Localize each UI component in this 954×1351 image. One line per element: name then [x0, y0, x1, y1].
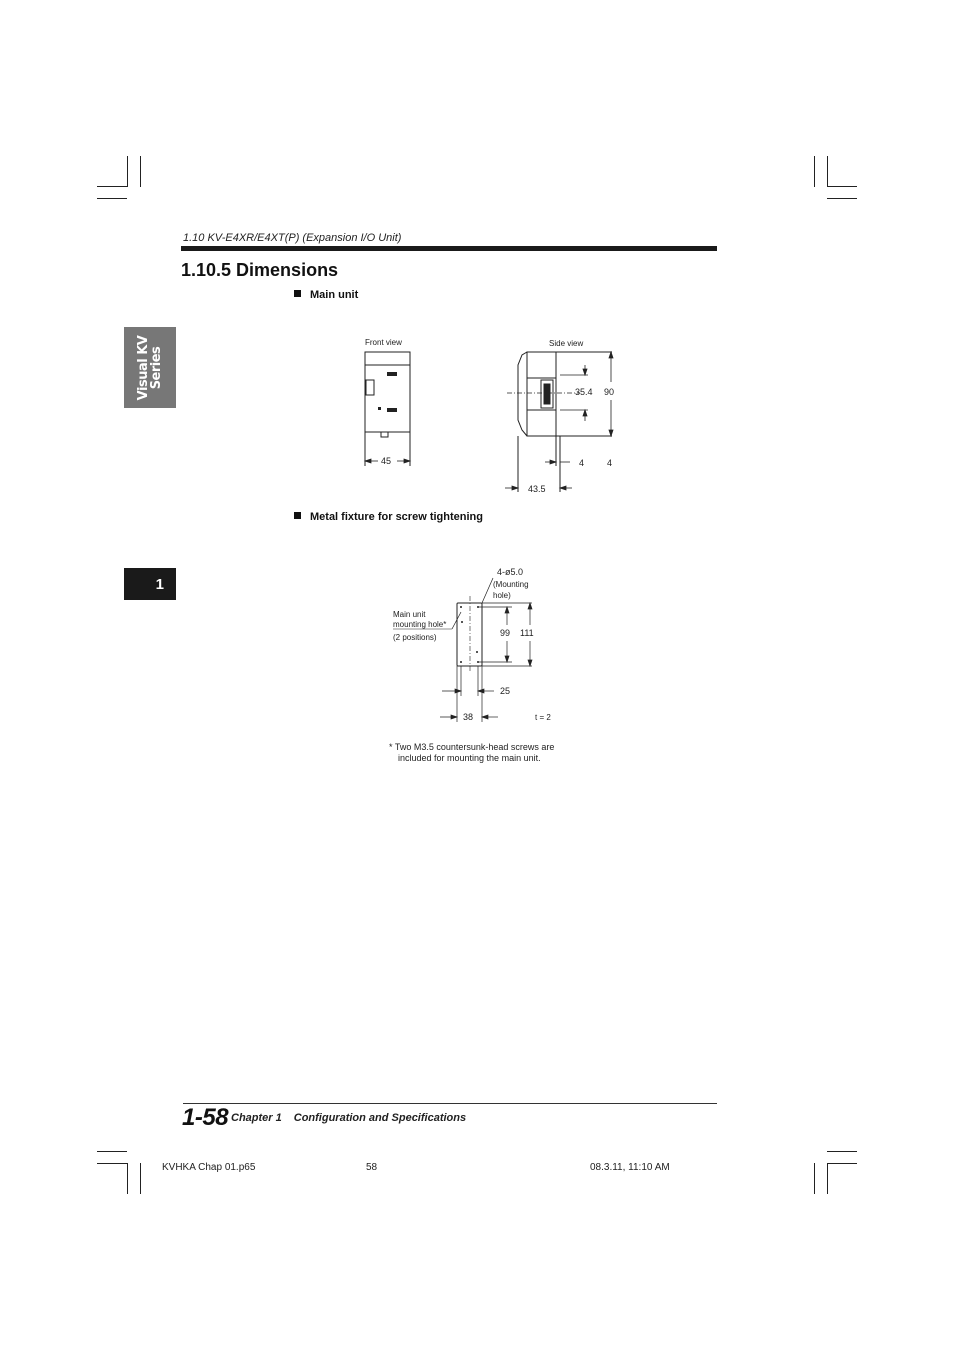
dim-43-5: 43.5 [528, 484, 546, 494]
side-view-label: Side view [549, 339, 584, 348]
hole-note-line1: (Mounting [493, 580, 529, 589]
dim-4a: 4 [579, 458, 585, 468]
page-number: 1-58 [182, 1104, 229, 1131]
dim-38: 38 [463, 712, 474, 722]
fixture-holes [460, 606, 479, 663]
metal-fixture-heading: Metal fixture for screw tightening [294, 511, 483, 523]
header-rule [181, 246, 717, 251]
thickness: t = 2 [535, 713, 551, 722]
front-view-leds [378, 372, 397, 412]
series-side-tab [124, 327, 176, 408]
dim-45: 45 [381, 456, 392, 466]
main-unit-drawing [350, 330, 640, 500]
hole-note-line2: hole) [493, 591, 511, 600]
slug-timestamp: 08.3.11, 11:10 AM [590, 1162, 670, 1173]
running-header: 1.10 KV-E4XR/E4XT(P) (Expansion I/O Unit) [183, 232, 402, 244]
front-view-label: Front view [365, 338, 402, 347]
dim-4-arrows [545, 460, 570, 464]
hole-spec: 4-ø5.0 [497, 567, 524, 577]
main-unit-hole-line2: mounting hole* [393, 620, 447, 629]
fixture-dim-lines [440, 603, 532, 722]
dim-111: 111 [520, 628, 534, 638]
metal-fixture-drawing [385, 560, 575, 730]
section-title: 1.10.5 Dimensions [181, 260, 339, 280]
footer-rule [183, 1103, 717, 1104]
dim-99: 99 [500, 628, 511, 638]
chapter-tab: 1 [124, 568, 176, 600]
slug-page: 58 [366, 1162, 378, 1173]
dim-90: 90 [604, 387, 615, 397]
dim-35-4: 35.4 [575, 387, 593, 397]
bullet-square-icon [294, 290, 301, 297]
side-view-outline [518, 352, 615, 492]
bullet-square-icon [294, 512, 301, 519]
dim-25: 25 [500, 686, 511, 696]
main-unit-hole-line3: (2 positions) [393, 633, 437, 642]
main-unit-heading: Main unit [294, 289, 358, 301]
series-side-tab-text: Visual KV Series [136, 335, 164, 400]
slug-file: KVHKA Chap 01.p65 [162, 1162, 256, 1173]
dim-4b: 4 [607, 458, 613, 468]
footnote: * Two M3.5 countersunk-head screws are included for mounting the main unit. [389, 742, 555, 763]
footer-chapter: Chapter 1 Configuration and Specifications [231, 1112, 467, 1124]
main-unit-hole-line1: Main unit [393, 610, 426, 619]
